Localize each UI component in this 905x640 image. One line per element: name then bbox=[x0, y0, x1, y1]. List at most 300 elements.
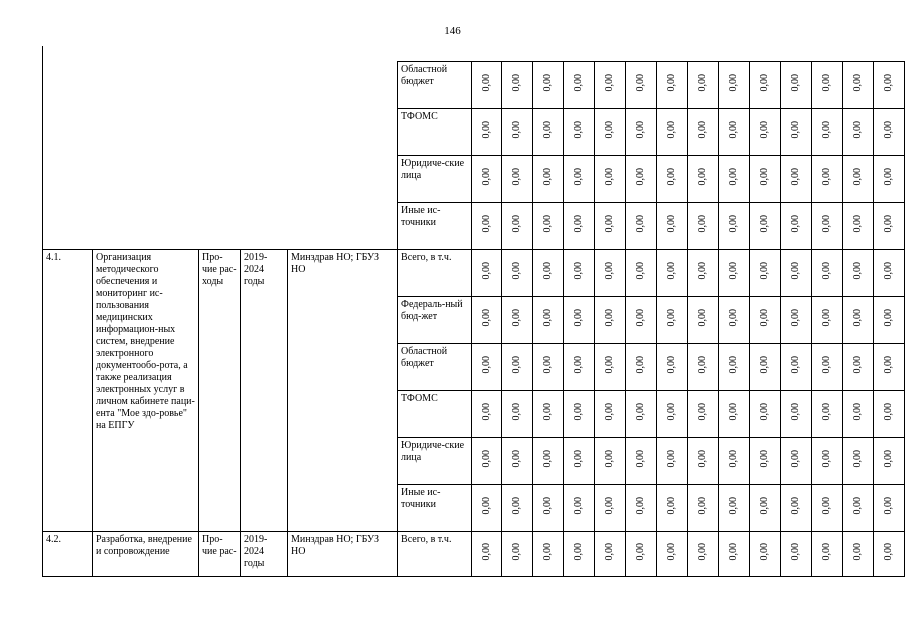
value-text: 0,00 bbox=[635, 74, 647, 92]
value-cell bbox=[657, 485, 688, 532]
value-text: 0,00 bbox=[697, 74, 709, 92]
value-text: 0,00 bbox=[604, 497, 616, 515]
value-cell bbox=[533, 532, 564, 577]
value-text: 0,00 bbox=[883, 497, 895, 515]
value-cell bbox=[843, 532, 874, 577]
value-cell bbox=[533, 62, 564, 109]
value-text: 0,00 bbox=[883, 356, 895, 374]
value-cell bbox=[595, 532, 626, 577]
value-text: 0,00 bbox=[511, 543, 523, 561]
value-text: 0,00 bbox=[666, 403, 678, 421]
value-text: 0,00 bbox=[759, 543, 771, 561]
value-cell bbox=[781, 297, 812, 344]
value-cell bbox=[564, 297, 595, 344]
value-text: 0,00 bbox=[573, 543, 585, 561]
value-text: 0,00 bbox=[728, 497, 740, 515]
value-text: 0,00 bbox=[821, 356, 833, 374]
value-text: 0,00 bbox=[511, 168, 523, 186]
funding-source-label: Областной бюджет bbox=[398, 62, 472, 109]
value-cell bbox=[812, 438, 843, 485]
table-row bbox=[43, 250, 905, 297]
value-cell bbox=[657, 344, 688, 391]
value-text: 0,00 bbox=[604, 121, 616, 139]
value-text: 0,00 bbox=[883, 168, 895, 186]
value-text: 0,00 bbox=[697, 262, 709, 280]
value-cell bbox=[595, 344, 626, 391]
value-text: 0,00 bbox=[790, 403, 802, 421]
value-cell bbox=[750, 391, 781, 438]
value-cell bbox=[472, 203, 502, 250]
value-cell bbox=[688, 156, 719, 203]
value-cell bbox=[533, 344, 564, 391]
value-text: 0,00 bbox=[697, 121, 709, 139]
value-cell bbox=[472, 532, 502, 577]
value-cell bbox=[688, 344, 719, 391]
value-cell bbox=[781, 438, 812, 485]
value-text: 0,00 bbox=[759, 262, 771, 280]
value-text: 0,00 bbox=[883, 403, 895, 421]
value-cell bbox=[874, 532, 905, 577]
value-text: 0,00 bbox=[604, 543, 616, 561]
value-text: 0,00 bbox=[635, 543, 647, 561]
value-cell bbox=[874, 344, 905, 391]
executor: Минздрав НО; ГБУЗ НО bbox=[288, 250, 398, 532]
value-cell bbox=[595, 156, 626, 203]
value-cell bbox=[502, 109, 533, 156]
budget-table bbox=[42, 61, 905, 577]
value-cell bbox=[595, 391, 626, 438]
value-text: 0,00 bbox=[759, 121, 771, 139]
value-text: 0,00 bbox=[635, 403, 647, 421]
value-cell bbox=[874, 156, 905, 203]
value-text: 0,00 bbox=[635, 168, 647, 186]
value-text: 0,00 bbox=[697, 497, 709, 515]
value-text: 0,00 bbox=[728, 450, 740, 468]
value-cell bbox=[564, 203, 595, 250]
value-cell bbox=[750, 250, 781, 297]
value-cell bbox=[564, 485, 595, 532]
value-text: 0,00 bbox=[821, 121, 833, 139]
value-cell bbox=[843, 391, 874, 438]
value-cell bbox=[533, 203, 564, 250]
value-text: 0,00 bbox=[542, 168, 554, 186]
value-cell bbox=[688, 532, 719, 577]
value-cell bbox=[472, 250, 502, 297]
executor: Минздрав НО; ГБУЗ НО bbox=[288, 532, 398, 577]
value-text: 0,00 bbox=[573, 74, 585, 92]
value-cell bbox=[719, 297, 750, 344]
value-cell bbox=[595, 203, 626, 250]
value-cell bbox=[812, 250, 843, 297]
value-cell bbox=[502, 156, 533, 203]
value-text: 0,00 bbox=[790, 121, 802, 139]
value-text: 0,00 bbox=[728, 168, 740, 186]
value-cell bbox=[502, 62, 533, 109]
value-text: 0,00 bbox=[542, 262, 554, 280]
value-text: 0,00 bbox=[759, 215, 771, 233]
value-cell bbox=[843, 344, 874, 391]
value-text: 0,00 bbox=[542, 121, 554, 139]
value-cell bbox=[688, 297, 719, 344]
value-text: 0,00 bbox=[883, 74, 895, 92]
page-number: 146 bbox=[444, 25, 461, 37]
value-text: 0,00 bbox=[852, 309, 864, 327]
funding-source-label: Всего, в т.ч. bbox=[398, 532, 472, 577]
value-text: 0,00 bbox=[666, 543, 678, 561]
value-cell bbox=[812, 156, 843, 203]
value-cell bbox=[564, 532, 595, 577]
value-text: 0,00 bbox=[604, 74, 616, 92]
value-text: 0,00 bbox=[511, 215, 523, 233]
value-text: 0,00 bbox=[480, 403, 492, 421]
value-cell bbox=[595, 109, 626, 156]
value-cell bbox=[626, 438, 657, 485]
value-text: 0,00 bbox=[697, 403, 709, 421]
value-cell bbox=[564, 156, 595, 203]
value-text: 0,00 bbox=[759, 450, 771, 468]
expense-type: Про-чие рас-ходы bbox=[199, 250, 241, 532]
value-text: 0,00 bbox=[511, 450, 523, 468]
value-text: 0,00 bbox=[883, 121, 895, 139]
period: 2019-2024 годы bbox=[241, 532, 288, 577]
value-cell bbox=[812, 62, 843, 109]
value-cell bbox=[626, 344, 657, 391]
value-text: 0,00 bbox=[728, 262, 740, 280]
value-cell bbox=[657, 156, 688, 203]
value-text: 0,00 bbox=[542, 74, 554, 92]
value-cell bbox=[781, 250, 812, 297]
value-text: 0,00 bbox=[604, 356, 616, 374]
value-text: 0,00 bbox=[542, 450, 554, 468]
value-cell bbox=[719, 485, 750, 532]
value-text: 0,00 bbox=[604, 215, 616, 233]
value-text: 0,00 bbox=[511, 356, 523, 374]
value-text: 0,00 bbox=[666, 309, 678, 327]
value-cell bbox=[843, 297, 874, 344]
value-text: 0,00 bbox=[759, 497, 771, 515]
value-text: 0,00 bbox=[511, 309, 523, 327]
value-cell bbox=[502, 391, 533, 438]
value-text: 0,00 bbox=[728, 403, 740, 421]
value-cell bbox=[626, 297, 657, 344]
value-text: 0,00 bbox=[480, 356, 492, 374]
value-text: 0,00 bbox=[759, 309, 771, 327]
value-cell bbox=[533, 391, 564, 438]
value-text: 0,00 bbox=[542, 403, 554, 421]
value-cell bbox=[843, 250, 874, 297]
value-cell bbox=[564, 109, 595, 156]
value-text: 0,00 bbox=[728, 309, 740, 327]
value-text: 0,00 bbox=[852, 543, 864, 561]
value-cell bbox=[874, 250, 905, 297]
continuation-line bbox=[42, 46, 43, 62]
value-text: 0,00 bbox=[821, 215, 833, 233]
value-text: 0,00 bbox=[852, 356, 864, 374]
value-text: 0,00 bbox=[697, 543, 709, 561]
value-cell bbox=[750, 344, 781, 391]
value-text: 0,00 bbox=[604, 309, 616, 327]
value-text: 0,00 bbox=[511, 403, 523, 421]
value-text: 0,00 bbox=[728, 74, 740, 92]
value-text: 0,00 bbox=[666, 497, 678, 515]
value-text: 0,00 bbox=[573, 262, 585, 280]
value-cell bbox=[657, 532, 688, 577]
value-cell bbox=[595, 62, 626, 109]
value-cell bbox=[626, 62, 657, 109]
value-cell bbox=[750, 62, 781, 109]
funding-source-label: ТФОМС bbox=[398, 109, 472, 156]
funding-source-label: Всего, в т.ч. bbox=[398, 250, 472, 297]
value-text: 0,00 bbox=[852, 403, 864, 421]
value-text: 0,00 bbox=[883, 215, 895, 233]
value-text: 0,00 bbox=[852, 215, 864, 233]
value-cell bbox=[812, 485, 843, 532]
value-cell bbox=[812, 203, 843, 250]
value-cell bbox=[626, 532, 657, 577]
value-cell bbox=[688, 62, 719, 109]
value-cell bbox=[595, 485, 626, 532]
value-text: 0,00 bbox=[480, 215, 492, 233]
value-cell bbox=[843, 485, 874, 532]
value-text: 0,00 bbox=[542, 543, 554, 561]
value-text: 0,00 bbox=[511, 121, 523, 139]
value-cell bbox=[750, 156, 781, 203]
value-cell bbox=[533, 297, 564, 344]
value-cell bbox=[781, 156, 812, 203]
value-cell bbox=[719, 203, 750, 250]
value-text: 0,00 bbox=[542, 356, 554, 374]
value-text: 0,00 bbox=[821, 74, 833, 92]
value-text: 0,00 bbox=[480, 121, 492, 139]
value-text: 0,00 bbox=[790, 356, 802, 374]
value-cell bbox=[781, 62, 812, 109]
value-text: 0,00 bbox=[728, 121, 740, 139]
value-text: 0,00 bbox=[573, 403, 585, 421]
value-cell bbox=[657, 297, 688, 344]
value-text: 0,00 bbox=[697, 356, 709, 374]
value-text: 0,00 bbox=[635, 215, 647, 233]
continuation-blank-cell bbox=[43, 62, 398, 250]
value-cell bbox=[472, 485, 502, 532]
table-row bbox=[43, 532, 905, 577]
value-cell bbox=[533, 485, 564, 532]
value-text: 0,00 bbox=[759, 74, 771, 92]
value-cell bbox=[595, 438, 626, 485]
value-cell bbox=[843, 109, 874, 156]
value-cell bbox=[781, 391, 812, 438]
value-cell bbox=[657, 62, 688, 109]
value-cell bbox=[626, 391, 657, 438]
funding-source-label: Иные ис-точники bbox=[398, 203, 472, 250]
value-text: 0,00 bbox=[852, 74, 864, 92]
value-cell bbox=[657, 203, 688, 250]
value-cell bbox=[874, 438, 905, 485]
value-cell bbox=[688, 109, 719, 156]
value-cell bbox=[843, 156, 874, 203]
value-text: 0,00 bbox=[759, 356, 771, 374]
value-cell bbox=[812, 344, 843, 391]
value-cell bbox=[472, 297, 502, 344]
funding-source-label: Федераль-ный бюд-жет bbox=[398, 297, 472, 344]
funding-source-label: ТФОМС bbox=[398, 391, 472, 438]
value-text: 0,00 bbox=[728, 543, 740, 561]
value-cell bbox=[843, 62, 874, 109]
value-cell bbox=[750, 203, 781, 250]
value-text: 0,00 bbox=[697, 215, 709, 233]
value-cell bbox=[533, 438, 564, 485]
value-text: 0,00 bbox=[480, 309, 492, 327]
value-text: 0,00 bbox=[542, 497, 554, 515]
value-text: 0,00 bbox=[697, 168, 709, 186]
value-cell bbox=[472, 391, 502, 438]
value-cell bbox=[502, 203, 533, 250]
value-cell bbox=[564, 438, 595, 485]
value-text: 0,00 bbox=[790, 309, 802, 327]
value-cell bbox=[533, 156, 564, 203]
value-cell bbox=[874, 485, 905, 532]
value-cell bbox=[502, 532, 533, 577]
value-text: 0,00 bbox=[573, 450, 585, 468]
expense-type: Про-чие рас- bbox=[199, 532, 241, 577]
value-text: 0,00 bbox=[790, 168, 802, 186]
value-text: 0,00 bbox=[635, 356, 647, 374]
value-text: 0,00 bbox=[666, 168, 678, 186]
value-cell bbox=[626, 250, 657, 297]
value-cell bbox=[502, 485, 533, 532]
value-cell bbox=[812, 297, 843, 344]
value-cell bbox=[719, 438, 750, 485]
value-text: 0,00 bbox=[697, 450, 709, 468]
value-text: 0,00 bbox=[480, 497, 492, 515]
value-text: 0,00 bbox=[573, 356, 585, 374]
value-cell bbox=[750, 485, 781, 532]
value-cell bbox=[719, 391, 750, 438]
value-text: 0,00 bbox=[604, 403, 616, 421]
value-cell bbox=[874, 391, 905, 438]
value-cell bbox=[812, 109, 843, 156]
value-text: 0,00 bbox=[852, 168, 864, 186]
value-cell bbox=[657, 391, 688, 438]
value-text: 0,00 bbox=[883, 309, 895, 327]
value-text: 0,00 bbox=[759, 403, 771, 421]
value-text: 0,00 bbox=[480, 262, 492, 280]
value-text: 0,00 bbox=[821, 543, 833, 561]
value-text: 0,00 bbox=[790, 215, 802, 233]
item-number: 4.2. bbox=[43, 532, 93, 577]
funding-source-label: Юридиче-ские лица bbox=[398, 156, 472, 203]
value-cell bbox=[874, 297, 905, 344]
value-cell bbox=[812, 532, 843, 577]
value-text: 0,00 bbox=[821, 450, 833, 468]
value-cell bbox=[564, 250, 595, 297]
value-cell bbox=[502, 344, 533, 391]
value-text: 0,00 bbox=[573, 215, 585, 233]
value-text: 0,00 bbox=[573, 168, 585, 186]
value-text: 0,00 bbox=[821, 262, 833, 280]
value-text: 0,00 bbox=[542, 309, 554, 327]
value-cell bbox=[502, 438, 533, 485]
value-cell bbox=[626, 109, 657, 156]
value-text: 0,00 bbox=[759, 168, 771, 186]
value-text: 0,00 bbox=[666, 262, 678, 280]
value-text: 0,00 bbox=[821, 497, 833, 515]
item-name: Организация методического обеспечения и мониторинг ис-пользования медицинских информацион-ных систем, внедрение электронного документообо-рота, а также реализация электронных услуг в личном кабинете паци-ента "Мое здо-ровье" на ЕПГУ bbox=[93, 250, 199, 532]
value-text: 0,00 bbox=[728, 356, 740, 374]
value-cell bbox=[719, 250, 750, 297]
value-text: 0,00 bbox=[635, 450, 647, 468]
value-cell bbox=[781, 109, 812, 156]
value-text: 0,00 bbox=[852, 450, 864, 468]
funding-source-label: Областной бюджет bbox=[398, 344, 472, 391]
value-cell bbox=[626, 485, 657, 532]
value-text: 0,00 bbox=[573, 121, 585, 139]
value-text: 0,00 bbox=[573, 309, 585, 327]
value-text: 0,00 bbox=[790, 543, 802, 561]
item-name: Разработка, внедрение и сопровождение bbox=[93, 532, 199, 577]
value-cell bbox=[502, 250, 533, 297]
value-cell bbox=[472, 62, 502, 109]
value-text: 0,00 bbox=[728, 215, 740, 233]
value-cell bbox=[750, 532, 781, 577]
value-cell bbox=[781, 344, 812, 391]
value-text: 0,00 bbox=[883, 262, 895, 280]
value-cell bbox=[626, 156, 657, 203]
value-cell bbox=[657, 250, 688, 297]
value-cell bbox=[874, 203, 905, 250]
value-text: 0,00 bbox=[852, 497, 864, 515]
value-cell bbox=[719, 344, 750, 391]
value-cell bbox=[750, 438, 781, 485]
value-cell bbox=[472, 109, 502, 156]
value-text: 0,00 bbox=[480, 450, 492, 468]
value-cell bbox=[564, 391, 595, 438]
value-text: 0,00 bbox=[666, 356, 678, 374]
value-text: 0,00 bbox=[821, 403, 833, 421]
value-cell bbox=[781, 532, 812, 577]
funding-source-label: Иные ис-точники bbox=[398, 485, 472, 532]
value-cell bbox=[595, 250, 626, 297]
table-row bbox=[43, 62, 905, 109]
value-text: 0,00 bbox=[852, 262, 864, 280]
value-text: 0,00 bbox=[821, 168, 833, 186]
value-cell bbox=[843, 203, 874, 250]
value-text: 0,00 bbox=[635, 121, 647, 139]
value-cell bbox=[533, 250, 564, 297]
value-cell bbox=[688, 485, 719, 532]
value-text: 0,00 bbox=[480, 543, 492, 561]
value-cell bbox=[843, 438, 874, 485]
value-cell bbox=[472, 438, 502, 485]
value-cell bbox=[626, 203, 657, 250]
value-text: 0,00 bbox=[666, 121, 678, 139]
value-text: 0,00 bbox=[604, 450, 616, 468]
value-text: 0,00 bbox=[542, 215, 554, 233]
value-text: 0,00 bbox=[790, 262, 802, 280]
value-text: 0,00 bbox=[666, 215, 678, 233]
value-text: 0,00 bbox=[604, 168, 616, 186]
value-text: 0,00 bbox=[604, 262, 616, 280]
value-cell bbox=[719, 62, 750, 109]
value-text: 0,00 bbox=[852, 121, 864, 139]
value-text: 0,00 bbox=[883, 450, 895, 468]
value-cell bbox=[719, 156, 750, 203]
value-cell bbox=[874, 62, 905, 109]
value-cell bbox=[750, 109, 781, 156]
value-text: 0,00 bbox=[697, 309, 709, 327]
value-cell bbox=[564, 62, 595, 109]
value-cell bbox=[533, 109, 564, 156]
value-cell bbox=[502, 297, 533, 344]
